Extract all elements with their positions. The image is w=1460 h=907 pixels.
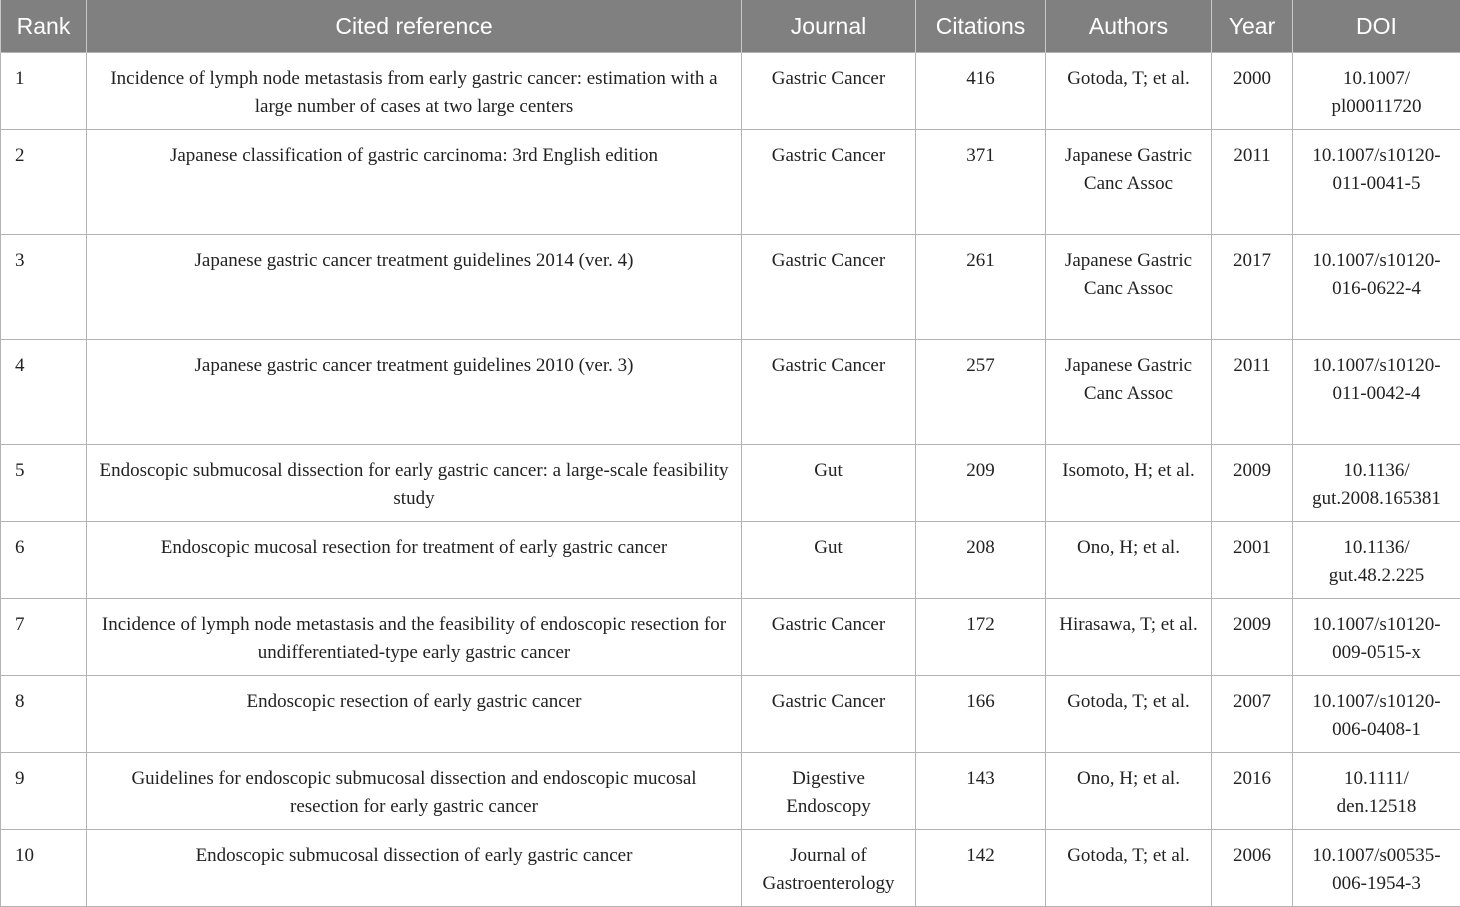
reference-cell: Japanese gastric cancer treatment guidelines 2014 (ver. 4) [87,235,742,340]
year-cell: 2011 [1212,130,1293,235]
reference-cell: Japanese classification of gastric carcinoma: 3rd English edition [87,130,742,235]
authors-cell: Japanese Gastric Canc Assoc [1046,130,1212,235]
header-doi: DOI [1293,0,1460,53]
journal-cell: Gastric Cancer [742,340,916,445]
rank-cell: 5 [1,445,87,522]
doi-cell: 10.1007/s10120-011-0041-5 [1293,130,1460,235]
year-cell: 2011 [1212,340,1293,445]
authors-cell: Ono, H; et al. [1046,753,1212,830]
doi-cell: 10.1007/s10120-009-0515-x [1293,599,1460,676]
header-journal: Journal [742,0,916,53]
header-authors: Authors [1046,0,1212,53]
rank-cell: 1 [1,53,87,130]
year-cell: 2009 [1212,599,1293,676]
header-rank: Rank [1,0,87,53]
reference-cell: Japanese gastric cancer treatment guidelines 2010 (ver. 3) [87,340,742,445]
table-row [1,522,1460,599]
header-year: Year [1212,0,1293,53]
reference-cell: Endoscopic resection of early gastric cancer [87,676,742,753]
reference-cell: Incidence of lymph node metastasis from early gastric cancer: estimation with a large number of cases at two large centers [87,53,742,130]
citations-cell: 416 [916,53,1046,130]
reference-cell: Endoscopic submucosal dissection of early gastric cancer [87,830,742,907]
doi-cell: 10.1136/ gut.48.2.225 [1293,522,1460,599]
journal-cell: Gut [742,445,916,522]
year-cell: 2001 [1212,522,1293,599]
reference-cell: Endoscopic mucosal resection for treatment of early gastric cancer [87,522,742,599]
table-row [1,753,1460,830]
year-cell: 2006 [1212,830,1293,907]
doi-cell: 10.1007/ pl00011720 [1293,53,1460,130]
doi-cell: 10.1007/s00535-006-1954-3 [1293,830,1460,907]
journal-cell: Gastric Cancer [742,599,916,676]
journal-cell: Gastric Cancer [742,53,916,130]
rank-cell: 9 [1,753,87,830]
year-cell: 2000 [1212,53,1293,130]
citations-cell: 261 [916,235,1046,340]
table-row [1,599,1460,676]
header-cited-reference: Cited reference [87,0,742,53]
journal-cell: Digestive Endoscopy [742,753,916,830]
header-row [1,0,1460,53]
citations-cell: 142 [916,830,1046,907]
citations-cell: 143 [916,753,1046,830]
authors-cell: Gotoda, T; et al. [1046,830,1212,907]
doi-cell: 10.1007/s10120-006-0408-1 [1293,676,1460,753]
authors-cell: Japanese Gastric Canc Assoc [1046,340,1212,445]
journal-cell: Gastric Cancer [742,130,916,235]
rank-cell: 8 [1,676,87,753]
citations-cell: 257 [916,340,1046,445]
rank-cell: 10 [1,830,87,907]
table-row [1,676,1460,753]
doi-cell: 10.1007/s10120-016-0622-4 [1293,235,1460,340]
journal-cell: Gastric Cancer [742,235,916,340]
rank-cell: 6 [1,522,87,599]
reference-cell: Incidence of lymph node metastasis and the feasibility of endoscopic resection for undifferentiated-type early gastric cancer [87,599,742,676]
rank-cell: 3 [1,235,87,340]
rank-cell: 4 [1,340,87,445]
table-row [1,340,1460,445]
journal-cell: Gastric Cancer [742,676,916,753]
authors-cell: Japanese Gastric Canc Assoc [1046,235,1212,340]
year-cell: 2007 [1212,676,1293,753]
authors-cell: Ono, H; et al. [1046,522,1212,599]
journal-cell: Journal of Gastroenterology [742,830,916,907]
doi-cell: 10.1007/s10120-011-0042-4 [1293,340,1460,445]
doi-cell: 10.1136/ gut.2008.165381 [1293,445,1460,522]
reference-cell: Endoscopic submucosal dissection for early gastric cancer: a large-scale feasibility study [87,445,742,522]
year-cell: 2017 [1212,235,1293,340]
citations-cell: 172 [916,599,1046,676]
citations-cell: 166 [916,676,1046,753]
citations-cell: 209 [916,445,1046,522]
table-row [1,445,1460,522]
table-row [1,53,1460,130]
authors-cell: Gotoda, T; et al. [1046,676,1212,753]
rank-cell: 7 [1,599,87,676]
authors-cell: Isomoto, H; et al. [1046,445,1212,522]
table-row [1,235,1460,340]
table-row [1,830,1460,907]
header-citations: Citations [916,0,1046,53]
journal-cell: Gut [742,522,916,599]
authors-cell: Gotoda, T; et al. [1046,53,1212,130]
rank-cell: 2 [1,130,87,235]
citations-cell: 208 [916,522,1046,599]
table-row [1,130,1460,235]
authors-cell: Hirasawa, T; et al. [1046,599,1212,676]
doi-cell: 10.1111/ den.12518 [1293,753,1460,830]
year-cell: 2009 [1212,445,1293,522]
year-cell: 2016 [1212,753,1293,830]
citations-cell: 371 [916,130,1046,235]
reference-cell: Guidelines for endoscopic submucosal dissection and endoscopic mucosal resection for early gastric cancer [87,753,742,830]
